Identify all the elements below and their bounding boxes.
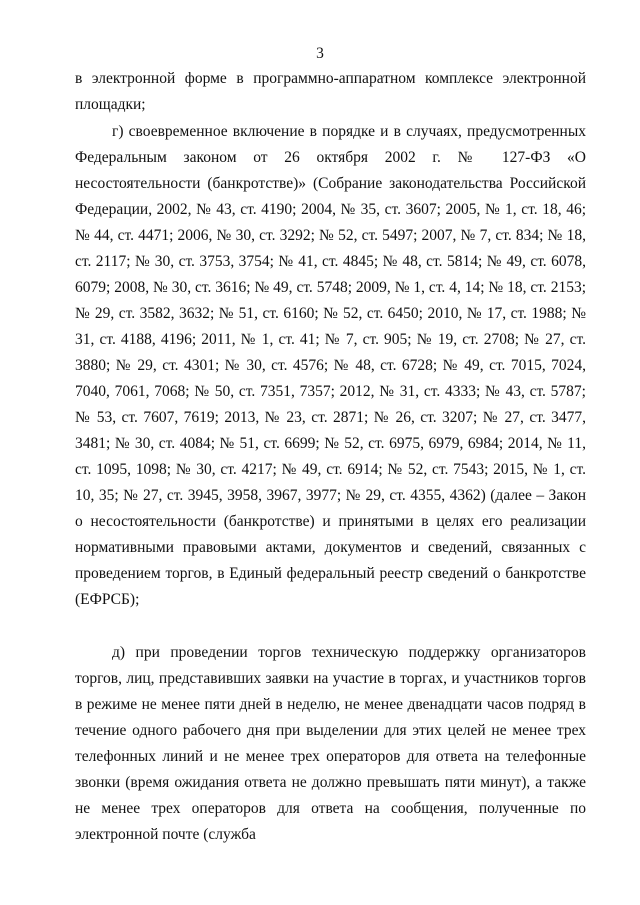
paragraph-item-g bbox=[75, 119, 586, 613]
paragraph-item-d bbox=[75, 640, 586, 848]
page-number: 3 bbox=[316, 45, 324, 62]
paragraph-text: д) при проведении торгов техническую поддержку организаторов торгов, лиц, представивших заявки на участие в торгах, и участников торгов в режиме не менее пяти дней в неделю, не менее двенадцати часов подряд в течение одного рабочего дня при выделении для этих целей не менее трех телефонных линий и не менее трех операторов для ответа на телефонные звонки (время ожидания ответа не должно превышать пяти минут), а также не менее трех операторов для ответа на сообщения, полученные по электронной почте (служба bbox=[75, 644, 586, 843]
paragraph-continuation bbox=[75, 66, 586, 118]
paragraph-text: г) своевременное включение в порядке и в случаях, предусмотренных Федеральным законом от 26 октября 2002 г. № 127-ФЗ «О несостоятельности (банкротстве)» (Собрание законодательства Российской Федерации, 2002, № 43, ст. 4190; 2004, № 35, ст. 3607; 2005, № 1, ст. 18, 46; № 44, ст. 4471; 2006, № 30, ст. 3292; № 52, ст. 5497; 2007, № 7, ст. 834; № 18, ст. 2117; № 30, ст. 3753, 3754; № 41, ст. 4845; № 48, ст. 5814; № 49, ст. 6078, 6079; 2008, № 30, ст. 3616; № 49, ст. 5748; 2009, № 1, ст. 4, 14; № 18, ст. 2153; № 29, ст. 3582, 3632; № 51, ст. 6160; № 52, ст. 6450; 2010, № 17, ст. 1988; № 31, ст. 4188, 4196; 2011, № 1, ст. 41; № 7, ст. 905; № 19, ст. 2708; № 27, ст. 3880; № 29, ст. 4301; № 30, ст. 4576; № 48, ст. 6728; № 49, ст. 7015, 7024, 7040, 7061, 7068; № 50, ст. 7351, 7357; 2012, № 31, ст. 4333; № 43, ст. 5787; № 53, ст. 7607, 7619; 2013, № 23, ст. 2871; № 26, ст. 3207; № 27, ст. 3477, 3481; № 30, ст. 4084; № 51, ст. 6699; № 52, ст. 6975, 6979, 6984; 2014, № 11, ст. 1095, 1098; № 30, ст. 4217; № 49, ст. 6914; № 52, ст. 7543; 2015, № 1, ст. 10, 35; № 27, ст. 3945, 3958, 3967, 3977; № 29, ст. 4355, 4362) (далее – Закон о несостоятельности (банкротстве) и принятыми в целях его реализации нормативными правовыми актами, документов и сведений, связанных с проведением торгов, в Единый федеральный реестр сведений о банкротстве (ЕФРСБ); bbox=[75, 123, 586, 608]
paragraph-text: в электронной форме в программно-аппаратном комплексе электронной площадки; bbox=[75, 70, 586, 113]
